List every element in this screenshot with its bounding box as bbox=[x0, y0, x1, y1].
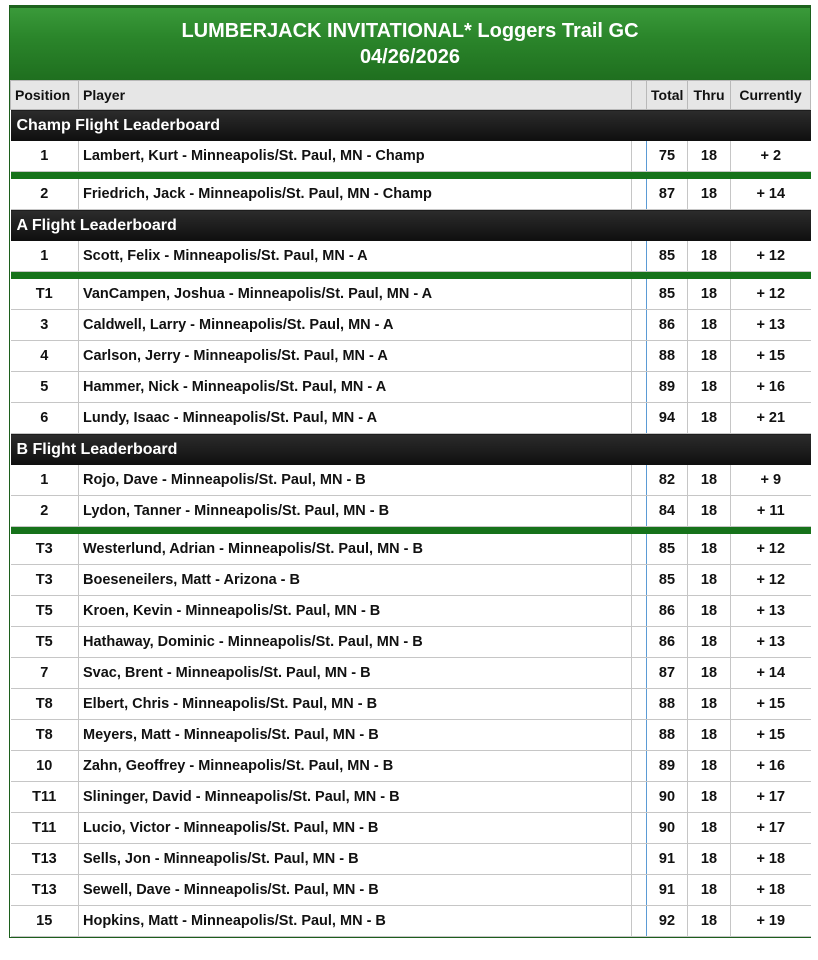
total-cell: 82 bbox=[647, 465, 688, 496]
player-cell: Zahn, Geoffrey - Minneapolis/St. Paul, MN - B bbox=[79, 751, 632, 782]
table-row bbox=[11, 341, 811, 372]
total-cell: 85 bbox=[647, 279, 688, 310]
currently-cell: + 9 bbox=[731, 465, 811, 496]
thru-cell: 18 bbox=[688, 658, 731, 689]
position-cell: 10 bbox=[11, 751, 79, 782]
thru-cell: 18 bbox=[688, 627, 731, 658]
cut-line-divider bbox=[11, 527, 811, 535]
event-date: 04/26/2026 bbox=[359, 46, 461, 68]
currently-cell: + 17 bbox=[731, 813, 811, 844]
position-cell: 3 bbox=[11, 310, 79, 341]
total-cell: 86 bbox=[647, 627, 688, 658]
currently-cell: + 13 bbox=[731, 627, 811, 658]
total-cell: 88 bbox=[647, 341, 688, 372]
total-cell: 90 bbox=[647, 813, 688, 844]
position-cell: T8 bbox=[11, 720, 79, 751]
table-row bbox=[11, 141, 811, 172]
position-cell: T11 bbox=[11, 782, 79, 813]
thru-cell: 18 bbox=[688, 241, 731, 272]
spacer-cell bbox=[632, 782, 647, 813]
player-cell: Sewell, Dave - Minneapolis/St. Paul, MN - B bbox=[79, 875, 632, 906]
thru-cell: 18 bbox=[688, 279, 731, 310]
table-row bbox=[11, 844, 811, 875]
thru-cell: 18 bbox=[688, 141, 731, 172]
player-cell: Carlson, Jerry - Minneapolis/St. Paul, MN - A bbox=[79, 341, 632, 372]
spacer-cell bbox=[632, 844, 647, 875]
total-cell: 75 bbox=[647, 141, 688, 172]
table-row bbox=[11, 720, 811, 751]
table-row bbox=[11, 782, 811, 813]
table-row bbox=[11, 596, 811, 627]
player-cell: Lydon, Tanner - Minneapolis/St. Paul, MN - B bbox=[79, 496, 632, 527]
currently-cell: + 13 bbox=[731, 310, 811, 341]
table-row bbox=[11, 241, 811, 272]
thru-cell: 18 bbox=[688, 565, 731, 596]
column-header-total: Total bbox=[647, 81, 688, 110]
thru-cell: 18 bbox=[688, 496, 731, 527]
cut-line-bar bbox=[11, 527, 811, 535]
table-row bbox=[11, 179, 811, 210]
currently-cell: + 17 bbox=[731, 782, 811, 813]
total-cell: 91 bbox=[647, 875, 688, 906]
currently-cell: + 19 bbox=[731, 906, 811, 937]
player-cell: Caldwell, Larry - Minneapolis/St. Paul, MN - A bbox=[79, 310, 632, 341]
position-cell: T5 bbox=[11, 596, 79, 627]
flight-section-header bbox=[11, 210, 811, 242]
spacer-cell bbox=[632, 875, 647, 906]
position-cell: T13 bbox=[11, 875, 79, 906]
currently-cell: + 16 bbox=[731, 372, 811, 403]
spacer-cell bbox=[632, 310, 647, 341]
position-cell: T13 bbox=[11, 844, 79, 875]
player-cell: Slininger, David - Minneapolis/St. Paul, MN - B bbox=[79, 782, 632, 813]
column-header-position: Position bbox=[11, 81, 79, 110]
player-cell: Scott, Felix - Minneapolis/St. Paul, MN - A bbox=[79, 241, 632, 272]
cut-line-bar bbox=[11, 172, 811, 180]
flight-title: Champ Flight Leaderboard bbox=[11, 110, 811, 142]
total-cell: 92 bbox=[647, 906, 688, 937]
spacer-cell bbox=[632, 689, 647, 720]
player-cell: Kroen, Kevin - Minneapolis/St. Paul, MN - B bbox=[79, 596, 632, 627]
cut-line-divider bbox=[11, 172, 811, 180]
spacer-cell bbox=[632, 596, 647, 627]
currently-cell: + 15 bbox=[731, 341, 811, 372]
spacer-cell bbox=[632, 141, 647, 172]
total-cell: 91 bbox=[647, 844, 688, 875]
spacer-cell bbox=[632, 813, 647, 844]
table-row bbox=[11, 627, 811, 658]
table-row bbox=[11, 751, 811, 782]
position-cell: T1 bbox=[11, 279, 79, 310]
player-cell: Friedrich, Jack - Minneapolis/St. Paul, MN - Champ bbox=[79, 179, 632, 210]
spacer-cell bbox=[632, 341, 647, 372]
table-row bbox=[11, 875, 811, 906]
spacer-cell bbox=[632, 241, 647, 272]
total-cell: 89 bbox=[647, 751, 688, 782]
position-cell: T3 bbox=[11, 565, 79, 596]
position-cell: 5 bbox=[11, 372, 79, 403]
spacer-cell bbox=[632, 279, 647, 310]
thru-cell: 18 bbox=[688, 372, 731, 403]
thru-cell: 18 bbox=[688, 689, 731, 720]
thru-cell: 18 bbox=[688, 403, 731, 434]
total-cell: 86 bbox=[647, 310, 688, 341]
position-cell: 2 bbox=[11, 179, 79, 210]
player-cell: VanCampen, Joshua - Minneapolis/St. Paul, MN - A bbox=[79, 279, 632, 310]
position-cell: 6 bbox=[11, 403, 79, 434]
flight-title: A Flight Leaderboard bbox=[11, 210, 811, 242]
total-cell: 90 bbox=[647, 782, 688, 813]
thru-cell: 18 bbox=[688, 751, 731, 782]
position-cell: 1 bbox=[11, 465, 79, 496]
thru-cell: 18 bbox=[688, 596, 731, 627]
flight-title: B Flight Leaderboard bbox=[11, 434, 811, 466]
thru-cell: 18 bbox=[688, 341, 731, 372]
table-row bbox=[11, 465, 811, 496]
table-row bbox=[11, 310, 811, 341]
thru-cell: 18 bbox=[688, 813, 731, 844]
table-row bbox=[11, 279, 811, 310]
currently-cell: + 14 bbox=[731, 658, 811, 689]
player-cell: Lambert, Kurt - Minneapolis/St. Paul, MN - Champ bbox=[79, 141, 632, 172]
currently-cell: + 16 bbox=[731, 751, 811, 782]
table-row bbox=[11, 813, 811, 844]
total-cell: 86 bbox=[647, 596, 688, 627]
currently-cell: + 12 bbox=[731, 565, 811, 596]
currently-cell: + 12 bbox=[731, 279, 811, 310]
spacer-cell bbox=[632, 372, 647, 403]
position-cell: 1 bbox=[11, 141, 79, 172]
total-cell: 89 bbox=[647, 372, 688, 403]
thru-cell: 18 bbox=[688, 310, 731, 341]
total-cell: 85 bbox=[647, 534, 688, 565]
position-cell: 7 bbox=[11, 658, 79, 689]
player-cell: Hopkins, Matt - Minneapolis/St. Paul, MN - B bbox=[79, 906, 632, 937]
currently-cell: + 18 bbox=[731, 844, 811, 875]
table-row bbox=[11, 403, 811, 434]
spacer-cell bbox=[632, 465, 647, 496]
total-cell: 88 bbox=[647, 689, 688, 720]
total-cell: 87 bbox=[647, 658, 688, 689]
table-row bbox=[11, 565, 811, 596]
spacer-cell bbox=[632, 565, 647, 596]
currently-cell: + 21 bbox=[731, 403, 811, 434]
total-cell: 85 bbox=[647, 565, 688, 596]
position-cell: T3 bbox=[11, 534, 79, 565]
player-cell: Lundy, Isaac - Minneapolis/St. Paul, MN - A bbox=[79, 403, 632, 434]
position-cell: 1 bbox=[11, 241, 79, 272]
currently-cell: + 12 bbox=[731, 534, 811, 565]
position-cell: T5 bbox=[11, 627, 79, 658]
total-cell: 94 bbox=[647, 403, 688, 434]
player-cell: Hathaway, Dominic - Minneapolis/St. Paul, MN - B bbox=[79, 627, 632, 658]
player-cell: Sells, Jon - Minneapolis/St. Paul, MN - B bbox=[79, 844, 632, 875]
total-cell: 85 bbox=[647, 241, 688, 272]
cut-line-divider bbox=[11, 272, 811, 280]
table-row bbox=[11, 658, 811, 689]
position-cell: T8 bbox=[11, 689, 79, 720]
total-cell: 88 bbox=[647, 720, 688, 751]
flight-section-header bbox=[11, 434, 811, 466]
player-cell: Westerlund, Adrian - Minneapolis/St. Paul, MN - B bbox=[79, 534, 632, 565]
currently-cell: + 18 bbox=[731, 875, 811, 906]
spacer-cell bbox=[632, 720, 647, 751]
spacer-cell bbox=[632, 403, 647, 434]
thru-cell: 18 bbox=[688, 179, 731, 210]
currently-cell: + 13 bbox=[731, 596, 811, 627]
currently-cell: + 14 bbox=[731, 179, 811, 210]
spacer-cell bbox=[632, 627, 647, 658]
spacer-cell bbox=[632, 751, 647, 782]
currently-cell: + 12 bbox=[731, 241, 811, 272]
thru-cell: 18 bbox=[688, 875, 731, 906]
spacer-cell bbox=[632, 906, 647, 937]
thru-cell: 18 bbox=[688, 782, 731, 813]
thru-cell: 18 bbox=[688, 906, 731, 937]
table-row bbox=[11, 372, 811, 403]
thru-cell: 18 bbox=[688, 720, 731, 751]
spacer-cell bbox=[632, 496, 647, 527]
table-row bbox=[11, 906, 811, 937]
thru-cell: 18 bbox=[688, 465, 731, 496]
column-header-thru: Thru bbox=[688, 81, 731, 110]
leaderboard-title bbox=[10, 5, 810, 80]
position-cell: T11 bbox=[11, 813, 79, 844]
player-cell: Elbert, Chris - Minneapolis/St. Paul, MN - B bbox=[79, 689, 632, 720]
table-row bbox=[11, 534, 811, 565]
spacer-cell bbox=[632, 534, 647, 565]
player-cell: Svac, Brent - Minneapolis/St. Paul, MN - B bbox=[79, 658, 632, 689]
player-cell: Lucio, Victor - Minneapolis/St. Paul, MN - B bbox=[79, 813, 632, 844]
leaderboard-body bbox=[11, 110, 811, 937]
event-title: LUMBERJACK INVITATIONAL* Loggers Trail GC bbox=[181, 20, 639, 42]
leaderboard bbox=[9, 5, 811, 938]
player-cell: Rojo, Dave - Minneapolis/St. Paul, MN - B bbox=[79, 465, 632, 496]
position-cell: 15 bbox=[11, 906, 79, 937]
flight-section-header bbox=[11, 110, 811, 142]
player-cell: Hammer, Nick - Minneapolis/St. Paul, MN - A bbox=[79, 372, 632, 403]
thru-cell: 18 bbox=[688, 534, 731, 565]
currently-cell: + 2 bbox=[731, 141, 811, 172]
player-cell: Boeseneilers, Matt - Arizona - B bbox=[79, 565, 632, 596]
currently-cell: + 11 bbox=[731, 496, 811, 527]
position-cell: 4 bbox=[11, 341, 79, 372]
player-cell: Meyers, Matt - Minneapolis/St. Paul, MN - B bbox=[79, 720, 632, 751]
position-cell: 2 bbox=[11, 496, 79, 527]
spacer-cell bbox=[632, 179, 647, 210]
table-row bbox=[11, 689, 811, 720]
column-header-player: Player bbox=[79, 81, 632, 110]
column-header-spacer bbox=[632, 81, 647, 110]
column-header-currently: Currently bbox=[731, 81, 811, 110]
cut-line-bar bbox=[11, 272, 811, 280]
leaderboard-table bbox=[10, 80, 811, 937]
thru-cell: 18 bbox=[688, 844, 731, 875]
table-row bbox=[11, 496, 811, 527]
total-cell: 84 bbox=[647, 496, 688, 527]
currently-cell: + 15 bbox=[731, 689, 811, 720]
spacer-cell bbox=[632, 658, 647, 689]
currently-cell: + 15 bbox=[731, 720, 811, 751]
column-header-row bbox=[11, 81, 811, 110]
total-cell: 87 bbox=[647, 179, 688, 210]
